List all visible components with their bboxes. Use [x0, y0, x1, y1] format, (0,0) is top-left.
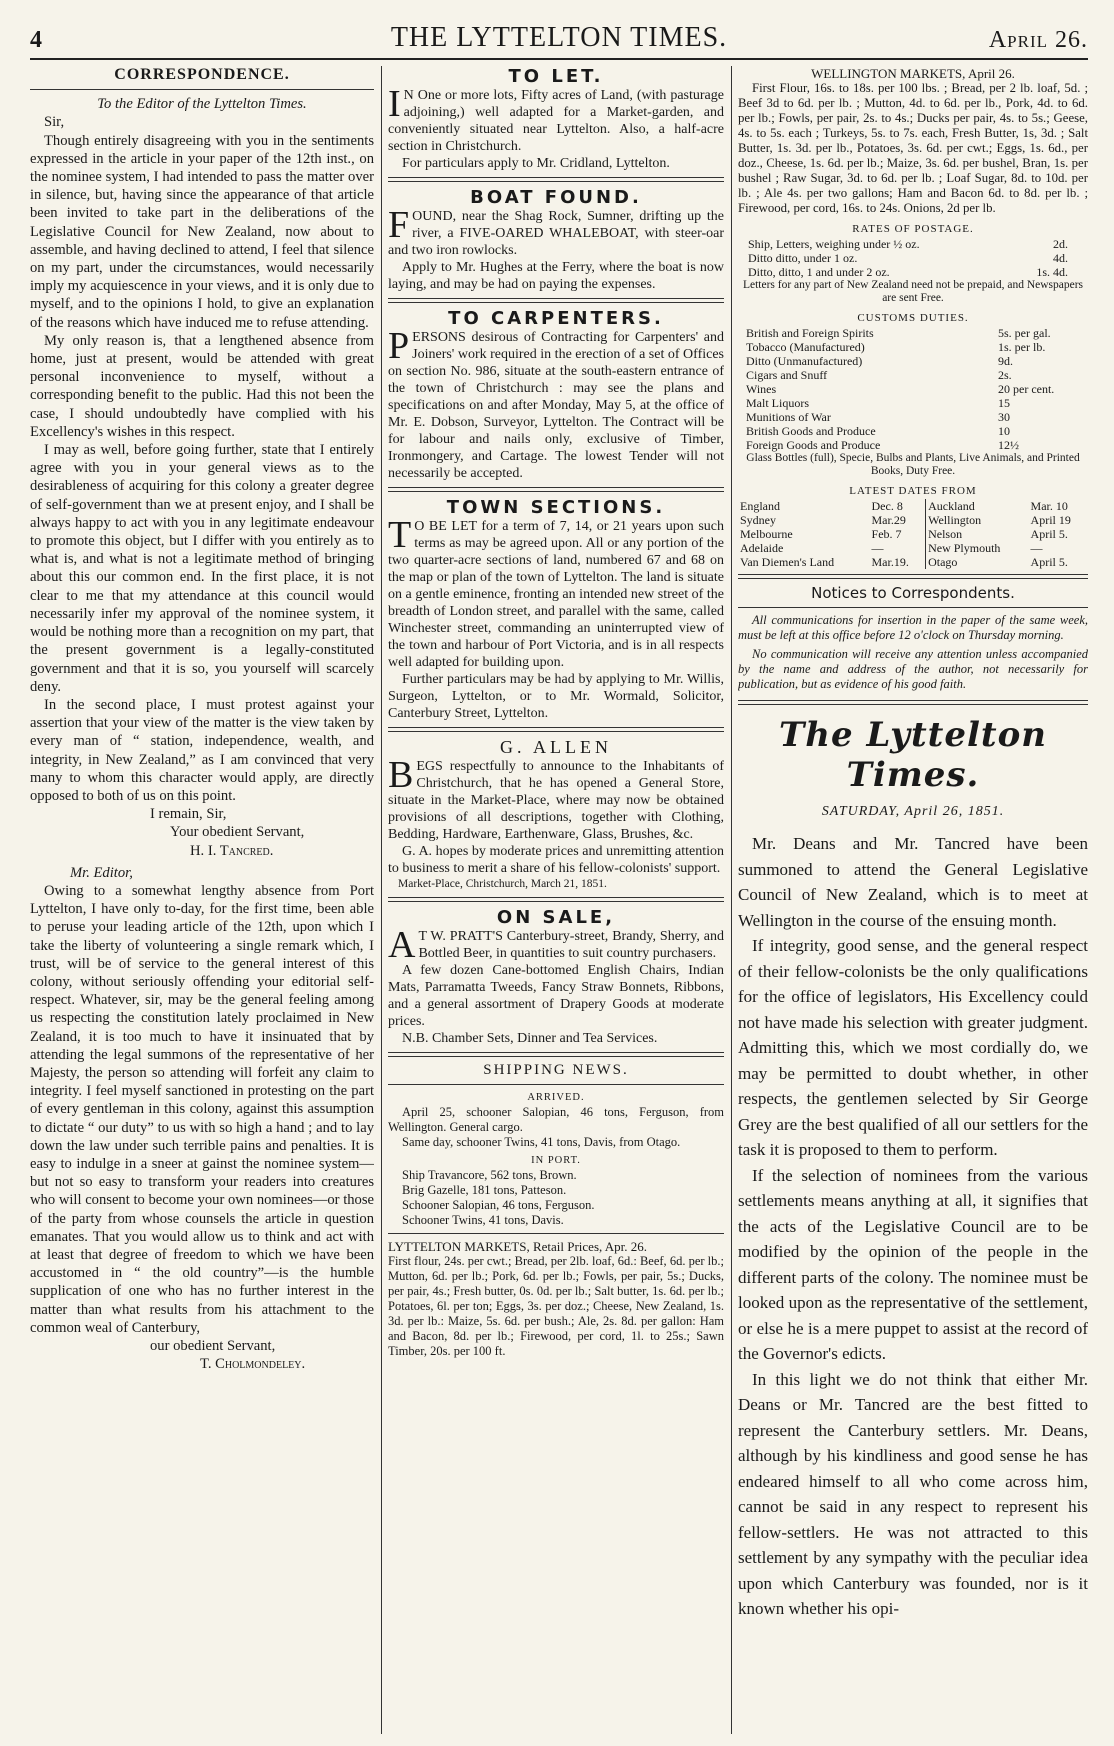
table-row: Adelaide — New Plymouth —: [740, 541, 1043, 555]
divider: [388, 1052, 724, 1057]
column-rule: [731, 66, 732, 1734]
ad-allen-hopes: G. A. hopes by moderate prices and unremitting attention to business to merit a share of his fellow-colonists' support.: [388, 844, 724, 876]
wellington-markets-heading: WELLINGTON MARKETS, April 26.: [811, 66, 1015, 81]
shipping-arrived-label: ARRIVED.: [527, 1092, 585, 1103]
drop-cap: A: [388, 924, 416, 966]
divider: [738, 607, 1088, 608]
drop-cap: P: [388, 325, 410, 367]
letter-paragraph: I may as well, before going further, state that I entirely agree with you in your general views as to the desirableness of acquiring for this colony a greater degree of self-government than we at present enjoy, and I shall be always happy to act with you in any legitimate endeavour to promote this object, but I differ with you entirely as to what is, and what is not a legitimate method of bringing about this our common end. In the first place, it is not clear to me that my attendance at this council would necessarily infer my approval of the nominee system, it would be nothing more than a recognition on my part, that the present government is a legally-constituted government and that it is so, you yourself will scarcely deny.: [30, 442, 374, 695]
ad-heading-to-let: TO LET.: [508, 66, 604, 87]
editorial-paragraph: In this light we do not think that either Mr. Deans or Mr. Tancred are the best fitted to represent the Canterbury settlers. Mr. Deans, although by his kindliness and good sense he has endeared himself to all who come across him, cannot be said in any respect to represent his fellow-settlers. He was not attracted to this settlement by any sympathy with the peculiar idea upon which Canterbury was founded, nor is it known whether his opi-: [738, 1369, 1088, 1619]
customs-table: [738, 326, 1088, 452]
divider: [738, 700, 1088, 705]
divider: [388, 727, 724, 732]
shipping-in-port-entry: Brig Gazelle, 181 tons, Patteson.: [402, 1183, 567, 1197]
ad-town-sections-text: T O BE LET for a term of 7, 14, or 21 years upon such terms as may be agreed upon. All or any portion of the two quarter-acre sections of land, numbered 67 and 68 on the map or plan of the town of Lyttelton. The land is situate on a gentle eminence, fronting an intended new street of the breadth of London street, and parallel with the same, called Winchester street, commanding an uninterrupted view of the town and harbour of Port Victoria, and is in all respects well adapted for building upon.: [388, 514, 724, 670]
ad-heading-on-sale: ON SALE,: [496, 907, 616, 928]
ad-carpenters-text: PERSONS desirous of Contracting for Carpenters' and Joiners' work required in the erection of a set of Offices on section No. 986, situate at the south-eastern entrance of the town of Christchurch : may see the plans and specifications on and after Monday, May 5, at the office of Mr. E. Dobson, Surveyor, Lyttelton. The Contract will be for labour and nails only, exclusive of Timber, Ironmongery, and Cartage. The lowest Tender will not necessarily be accepted.: [388, 325, 724, 481]
newspaper-title: THE LYTTELTON TIMES.: [390, 22, 728, 53]
letter-paragraph: My only reason is, that a lengthened absence from home, just at present, would be attended with great personal inconvenience to myself, without a corresponding benefit to the public. Had this not been the case, I should undoubtedly have complied with his Excellency's wishes in this respect.: [30, 332, 374, 440]
table-row: Cigars and Snuff 2s.: [746, 368, 1012, 382]
editorial-dateline: SATURDAY, April 26, 1851.: [821, 804, 1005, 819]
postage-heading: RATES OF POSTAGE.: [852, 223, 974, 235]
latest-dates-table: [738, 499, 1088, 569]
masthead: [30, 22, 1088, 60]
divider: [388, 487, 724, 492]
letter-paragraph: Owing to a somewhat lengthy absence from Port Lyttelton, I have only to-day, for the first time, been able to peruse your leading article of the 12th, upon which I take the liberty of volunteering a single remark which, I trust, will be of service to the general interest of this colony, without seriously offending your editorial self-respect. Whatever, sir, may be the general feeling among us respecting the constitution lately proclaimed in New Zealand, it is too much to have it insinuated that by attending the legal summons of the representative of her Majesty, the person so attending will forfeit any claim to integrity. I feel myself sanctioned in protesting on the part of every gentleman in this colony, against this assumption to dictate “ our duty” to us with so high a hand ; and to lay down the law under such terrible pains and penalties. It is easy to indulge in a sneer at gainst the nominee system—but not so easy to transform your readers into creatures who will consent to become your own nominees—or those of the party from whose counsels the article in question emanates. That you would allow us to think and act with at least that degree of freedom to which we have been accustomed in “ the old country”—is the humble supplication of one who has no further interest in the matter than what results from his attachment to the common weal of Canterbury,: [30, 882, 374, 1336]
table-row: Malt Liquors 15: [746, 396, 1010, 410]
table-row: Foreign Goods and Produce 12½: [746, 438, 1019, 452]
table-row: Melbourne Feb. 7 Nelson April 5.: [740, 527, 1068, 541]
table-row: Ship, Letters, weighing under ½ oz. 2d.: [748, 237, 1068, 251]
divider: [388, 1233, 724, 1234]
page-number: 4: [30, 26, 42, 53]
newspaper-page: [30, 22, 1088, 1734]
customs-heading: CUSTOMS DUTIES.: [857, 312, 969, 324]
ad-boat-found-text: FOUND, near the Shag Rock, Sumner, drifting up the river, a FIVE-OARED WHALEBOAT, with steer-oar and two iron rowlocks.: [388, 204, 724, 258]
table-row: Munitions of War 30: [746, 410, 1010, 424]
table-row: British Goods and Produce 10: [746, 424, 1010, 438]
letter-paragraph: Though entirely disagreeing with you in the sentiments expressed in the article in your paper of the 12th inst., on the nominee system, I had intended to pass the matter over in silence, but, having since the appearance of that article been invited to take part in the deliberations of the Legislative Council for New Zealand, now about to assemble, and having declined to attend, I feel that silence on my part, under the circumstances, would necessarily imply my acquiescence in your views, and it is only due to myself, and to the opinions I hold, to give an explanation of the reasons which have induced me to refuse attending.: [30, 132, 374, 331]
shipping-heading: SHIPPING NEWS.: [483, 1062, 629, 1078]
notice-paragraph: All communications for insertion in the paper of the same week, must be left at this office before 12 o'clock on Thursday morning.: [738, 613, 1088, 642]
table-row: British and Foreign Spirits 5s. per gal.: [746, 326, 1051, 340]
shipping-arrived-entry: April 25, schooner Salopian, 46 tons, Ferguson, from Wellington. General cargo.: [388, 1105, 724, 1134]
table-row: Wines 20 per cent.: [746, 382, 1055, 396]
table-row: Tobacco (Manufactured) 1s. per lb.: [746, 340, 1046, 354]
wellington-markets-text: First Flour, 16s. to 18s. per 100 lbs. ; Bread, per 2 lb. loaf, 5d. ; Beef 3d to 6d. per lb. ; Mutton, 4d. to 6d. per lb., Pork, 4d. to 6d. per lb.; Fowls, per pair, 2s. to 4s.; Ducks per pair, 4s. to 5s.; Geese, 4s. to 5s. each ; Turkeys, 5s. to 7s. each, Fresh Butter, 1s, 3d. ; Salt Butter, 1s. 3d. per lb., Potatoes, 3s. 6d. per cwt.; Eggs, 1s. 6d., per doz., Cheese, 1s. 6d. per lb.; Maize, 3s. 6d. per bushel, Bran, 1s. per bushel ; Raw Sugar, 3d. to 6d. per lb. ; Loaf Sugar, 8d. to 10d. per lb. ; Ale 4s. per two gallons; Ham and Bacon 6d. to 8d. per lb. ; Firewood, per cord, 16s. to 24s. Onions, 2d per lb.: [738, 81, 1088, 215]
section-heading: CORRESPONDENCE.: [114, 66, 290, 83]
ad-heading-town-sections: TOWN SECTIONS.: [446, 497, 666, 518]
ad-allen-text: BEGS respectfully to announce to the Inhabitants of Christchurch, that he has opened a General Store, situate in the Market-Place, where may now be obtained provisions of all descriptions, together with Clothing, Bedding, Hardware, Earthenware, Glass, Brushes, &c.: [388, 754, 724, 842]
letter-closing: our obedient Servant,: [150, 1338, 276, 1355]
table-row: Ditto (Unmanufactured) 9d.: [746, 354, 1013, 368]
postage-table: [738, 237, 1088, 279]
drop-cap: I: [388, 83, 401, 125]
divider: [388, 177, 724, 182]
ad-town-sections-further: Further particulars may be had by applying to Mr. Willis, Surgeon, Lyttelton, or to Mr. Wormald, Solicitor, Canterbury Street, Lyttelton.: [388, 672, 724, 721]
shipping-in-port-entry: Schooner Salopian, 46 tons, Ferguson.: [402, 1198, 595, 1212]
column-markets-editorial: [738, 66, 1088, 1734]
lyttelton-markets-heading: LYTTELTON MARKETS, Retail Prices, Apr. 26.: [388, 1239, 648, 1254]
table-row: Sydney Mar.29 Wellington April 19: [740, 513, 1071, 527]
ad-heading-boat-found: BOAT FOUND.: [470, 187, 642, 208]
editorial-masthead: The Lyttelton Times.: [779, 715, 1047, 795]
divider: [738, 574, 1088, 579]
postage-note: Letters for any part of New Zealand need not be prepaid, and Newspapers are sent Free.: [742, 279, 1084, 304]
letter-salutation: Mr. Editor,: [70, 864, 133, 881]
shipping-in-port-entry: Ship Travancore, 562 tons, Brown.: [402, 1168, 577, 1182]
ad-on-sale-nb: N.B. Chamber Sets, Dinner and Tea Services.: [402, 1031, 658, 1046]
divider: [388, 298, 724, 303]
ad-to-let-text: I N One or more lots, Fifty acres of Land, (with pasturage adjoining,) well adapted for a Market-garden, and conveniently situated near Lyttelton. Also, a half-acre section in Christchurch.: [388, 83, 724, 154]
table-row: Van Diemen's Land Mar.19. Otago April 5.: [740, 555, 1068, 569]
notice-paragraph: No communication will receive any attention unless accompanied by the name and address of the author, not necessarily for publication, but as evidence of his good faith.: [738, 647, 1088, 691]
lyttelton-markets-text: First flour, 24s. per cwt.; Bread, per 2lb. loaf, 6d.: Beef, 6d. per lb.; Mutton, 6d. per lb.; Pork, 6d. per lb.; Fowls, per pair, 5s.; Ducks, per pair, 4s.; Fresh butter, 0s. 0d. per lb.; Salt butter, 1s. 6d. per lb.; Potatoes, 6l. per ton; Eggs, 3s. per doz.; Cheese, New Zealand, 1s. 3d. per lb.: Maize, 5s. 6d. per bush.; Ale, 2s. 8d. per gallon: Ham and Bacon, 8d. per lb.; Firewood, per cord, 1l. to 25s.; Sawn Timber, 20s. per 100 ft.: [388, 1254, 724, 1358]
drop-cap: T: [388, 514, 412, 556]
shipping-in-port-label: IN PORT.: [531, 1155, 581, 1166]
ad-on-sale-text: A T W. PRATT'S Canterbury-street, Brandy, Sherry, and Bottled Beer, in quantities to suit country purchasers.: [388, 924, 724, 966]
divider: [388, 897, 724, 902]
ad-heading-carpenters: TO CARPENTERS.: [448, 308, 664, 329]
editorial-paragraph: If integrity, good sense, and the general respect of their fellow-colonists be the only qualifications for the office of legislators, His Excellency could not have made his selection with greater judgment. Admitting this, which we most cordially do, we may be permitted to doubt whether, in other respects, the gentlemen selected by Sir George Grey are the best qualified of all our settlers for the task it is proposed to them to perform.: [738, 936, 1088, 1160]
column-rule: [381, 66, 382, 1734]
drop-cap: B: [388, 754, 414, 796]
shipping-arrived-entry: Same day, schooner Twins, 41 tons, Davis, from Otago.: [402, 1135, 681, 1149]
ad-heading-allen: G. ALLEN: [500, 737, 612, 757]
ad-allen-dateline: Market-Place, Christchurch, March 21, 1851.: [398, 878, 607, 890]
editorial-paragraph: If the selection of nominees from the various settlements means anything at all, it signifies that the acts of the Legislative Council are to be modified by the opinion of the people in the different parts of the colony. The nominee must be looked upon as the representative of the settlement, or else he is a mere puppet to assist at the record of the Governor's edicts.: [738, 1165, 1088, 1364]
divider: [30, 89, 374, 90]
drop-cap: F: [388, 204, 410, 246]
letter-signature: T. Cholmondeley.: [200, 1356, 306, 1373]
table-row: Ditto ditto, under 1 oz. 4d.: [748, 251, 1068, 265]
editorial-paragraph: Mr. Deans and Mr. Tancred have been summoned to attend the General Legislative Council of New Zealand, which is to meet at Wellington in the course of the ensuing month.: [738, 834, 1088, 930]
letter-salutation: To the Editor of the Lyttelton Times.: [97, 96, 307, 113]
shipping-in-port-entry: Schooner Twins, 41 tons, Davis.: [402, 1213, 564, 1227]
latest-dates-heading: LATEST DATES FROM: [849, 485, 977, 497]
notices-heading: Notices to Correspondents.: [811, 584, 1015, 602]
table-row: England Dec. 8 Auckland Mar. 10: [740, 499, 1068, 513]
divider: [388, 1084, 724, 1085]
columns: [30, 66, 1088, 1734]
issue-date: April 26.: [988, 26, 1088, 53]
letter-signature: H. I. Tancred.: [190, 842, 274, 859]
table-row: Ditto, ditto, 1 and under 2 oz. 1s. 4d.: [748, 265, 1068, 279]
ad-to-let-apply: For particulars apply to Mr. Cridland, Lyttelton.: [402, 156, 670, 171]
letter-closing: Your obedient Servant,: [170, 824, 305, 841]
ad-boat-found-apply: Apply to Mr. Hughes at the Ferry, where the boat is now laying, and may be had on paying the expenses.: [388, 260, 724, 292]
column-advertisements: [388, 66, 724, 1734]
letter-paragraph: In the second place, I must protest against your assertion that your view of the matter is the view taken by every man of “ station, independence, wealth, and integrity, in New Zealand,” as I am convinced that very many to whom this character would apply, are directly opposed to both of us on this point.: [30, 696, 374, 804]
letter-closing: I remain, Sir,: [150, 806, 227, 823]
letter-sir: Sir,: [44, 114, 65, 131]
column-correspondence: [30, 66, 374, 1734]
customs-note: Glass Bottles (full), Specie, Bulbs and Plants, Live Animals, and Printed Books, Duty Free.: [746, 452, 1080, 477]
ad-on-sale-chairs: A few dozen Cane-bottomed English Chairs, Indian Mats, Parramatta Tweeds, Fancy Straw Bonnets, Ribbons, and a general assortment of Drapery Goods at moderate prices.: [388, 963, 724, 1029]
